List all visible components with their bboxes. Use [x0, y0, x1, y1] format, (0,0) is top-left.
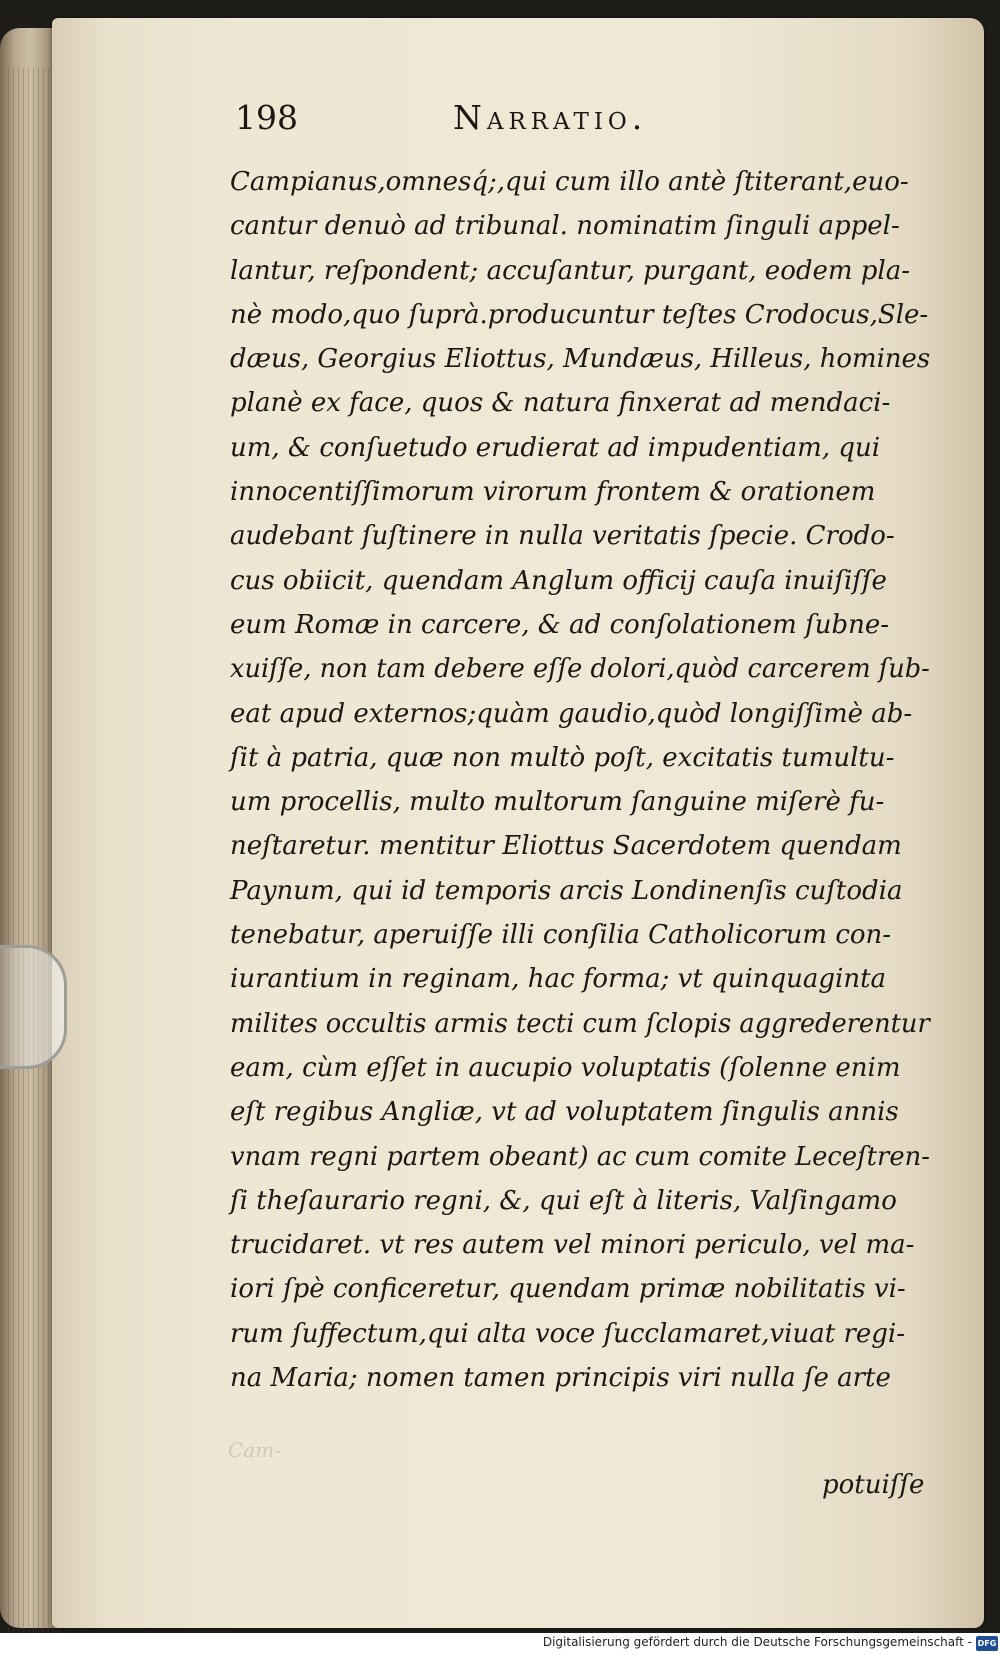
- text-line: iori ſpè conficeretur, quendam primæ nobilitatis vi-: [230, 1274, 906, 1305]
- dfg-logo: DFG: [976, 1636, 998, 1651]
- text-line: eum Romæ in carcere, & ad conſolationem ſubne-: [230, 609, 890, 640]
- body-text: [230, 160, 930, 1400]
- text-line: lantur, reſpondent; accuſantur, purgant, eodem pla-: [230, 255, 911, 286]
- book-clasp: [0, 945, 67, 1069]
- text-line: vnam regni partem obeant) ac cum comite Leceſtren-: [230, 1141, 930, 1172]
- text-line: um, & conſuetudo erudierat ad impudentiam, qui: [230, 432, 881, 463]
- footer-bar: [0, 1633, 1000, 1655]
- text-line: rum ſuffectum,qui alta voce ſucclamaret,viuat regi-: [230, 1318, 906, 1349]
- text-line: dæus, Georgius Eliottus, Mundæus, Hilleus, homines: [230, 344, 931, 375]
- text-line: planè ex face, quos & natura finxerat ad mendaci-: [230, 388, 891, 419]
- text-line: cantur denuò ad tribunal. nominatim ſinguli appel-: [230, 211, 900, 242]
- text-line: na Maria; nomen tamen principis viri nulla ſe arte: [230, 1363, 891, 1394]
- catchword: potuiſſe: [822, 1470, 925, 1500]
- text-line: trucidaret. vt res autem vel minori periculo, vel ma-: [230, 1230, 915, 1261]
- bleed-through-text: Cam-: [228, 1438, 281, 1462]
- text-line: Paynum, qui id temporis arcis Londinenſis cuſtodia: [230, 875, 903, 906]
- text-line: eam, cùm eſſet in aucupio voluptatis (ſolenne enim: [230, 1052, 901, 1083]
- text-line: innocentiſſimorum virorum frontem & orationem: [230, 477, 876, 508]
- funding-credit: Digitalisierung gefördert durch die Deutsche Forschungsgemeinschaft -: [542, 1635, 972, 1649]
- text-line: eſt regibus Angliæ, vt ad voluptatem ſingulis annis: [230, 1097, 899, 1128]
- text-line: tenebatur, aperuiſſe illi conſilia Catholicorum con-: [230, 920, 892, 951]
- page-header: [235, 98, 915, 142]
- text-line: nè modo,quo ſuprà.producuntur teſtes Crodocus,Sle-: [230, 299, 929, 330]
- page-number: 198: [235, 98, 298, 137]
- text-line: neſtaretur. mentitur Eliottus Sacerdotem quendam: [230, 831, 902, 862]
- text-line: um procellis, multo multorum ſanguine miſerè fu-: [230, 787, 885, 818]
- running-head: Narratio.: [453, 98, 648, 137]
- text-line: iurantium in reginam, hac forma; vt quinquaginta: [230, 964, 887, 995]
- text-line: cus obiicit, quendam Anglum officij cauſa inuiſiſſe: [230, 565, 887, 596]
- text-line: xuiſſe, non tam debere eſſe dolori,quòd carcerem ſub-: [230, 654, 930, 685]
- text-line: audebant ſuſtinere in nulla veritatis ſpecie. Crodo-: [230, 521, 895, 552]
- text-line: eat apud externos;quàm gaudio,quòd longiſſimè ab-: [230, 698, 913, 729]
- text-line: Campianus,omnesq́;,qui cum illo antè ſtiterant,euo-: [230, 167, 909, 197]
- text-line: milites occultis armis tecti cum ſclopis aggrederentur: [230, 1008, 930, 1039]
- text-line: ſi theſaurario regni, &, qui eſt à literis, Valſingamo: [230, 1185, 897, 1216]
- text-line: ſit à patria, quæ non multò poſt, excitatis tumultu-: [230, 742, 895, 773]
